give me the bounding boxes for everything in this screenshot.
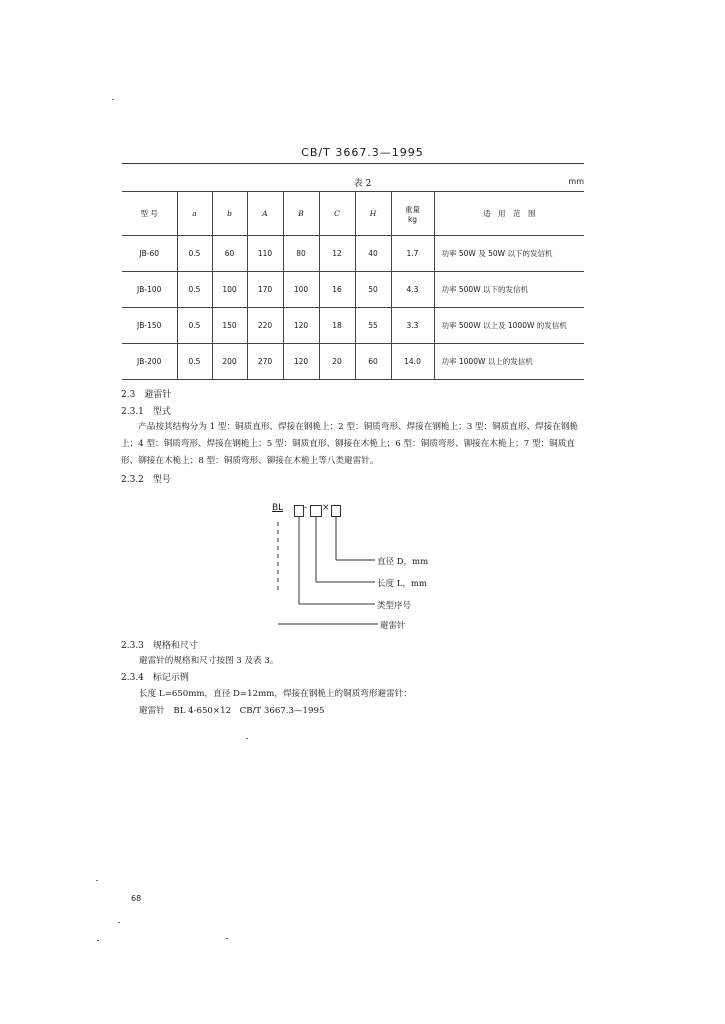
col-b: b [212,192,247,236]
table-row [122,308,584,344]
col-a: a [177,192,212,236]
cell-H: 60 [355,344,391,380]
label-length: 长度 L，mm [377,579,427,589]
cell-application: 功率 500W 以上及 1000W 的发信机 [434,308,584,344]
table-header-row [122,192,584,236]
section-2-3-1-heading: 2.3.1 型式 [121,407,171,417]
section-2-3-4-heading: 2.3.4 标记示例 [121,673,189,683]
col-weight [391,192,434,236]
cell-A: 170 [247,272,283,308]
section-2-3-heading: 2.3 避雷针 [121,390,172,400]
cell-weight: 4.3 [391,272,434,308]
col-weight-label: 重量 [405,204,420,214]
header-rule [122,163,584,164]
col-model: 型 号 [122,192,177,236]
cell-b: 200 [212,344,247,380]
scan-speck [97,940,99,941]
cell-A: 220 [247,308,283,344]
cell-a: 0.5 [177,236,212,272]
cell-C: 20 [319,344,355,380]
cell-C: 18 [319,308,355,344]
cell-application: 功率 500W 以下的发信机 [434,272,584,308]
col-application: 适 用 范 围 [434,192,584,236]
cell-A: 110 [247,236,283,272]
cell-a: 0.5 [177,308,212,344]
page-number: 68 [131,894,142,903]
col-H: H [355,192,391,236]
cell-H: 55 [355,308,391,344]
table-row [122,272,584,308]
scan-speck [96,880,98,881]
scan-speck [246,738,248,739]
model-diagram-lines [260,516,420,632]
standard-code-header: CB/T 3667.3—1995 [301,146,424,159]
spec-table [122,191,584,380]
model-prefix: BL [272,503,284,513]
cell-model: JB-150 [122,308,177,344]
cell-a: 0.5 [177,344,212,380]
section-2-3-3-heading: 2.3.3 规格和尺寸 [121,641,198,651]
cell-B: 120 [283,308,319,344]
cell-a: 0.5 [177,272,212,308]
section-2-3-4-example: 长度 L=650mm，直径 D=12mm，焊接在钢桅上的铜质弯形避雷针： [139,689,412,699]
section-2-3-4-marking: 避雷针 BL 4-650×12 CB/T 3667.3—1995 [139,706,325,716]
cell-H: 50 [355,272,391,308]
cell-weight: 3.3 [391,308,434,344]
cell-model: JB-200 [122,344,177,380]
label-type: 类型序号 [377,601,412,611]
cell-application: 功率 1000W 以上的发信机 [434,344,584,380]
col-C: C [319,192,355,236]
cell-B: 80 [283,236,319,272]
cell-model: JB-60 [122,236,177,272]
cell-weight: 1.7 [391,236,434,272]
label-name: 避雷针 [380,621,406,631]
scan-speck [118,922,120,923]
cell-model: JB-100 [122,272,177,308]
cell-C: 12 [319,236,355,272]
col-weight-unit: kg [407,214,418,224]
model-sep: - [304,503,308,513]
table-unit: mm [568,177,584,186]
section-2-3-3-body: 避雷针的规格和尺寸按图 3 及表 3。 [139,656,279,666]
table-row [122,236,584,272]
col-A: A [247,192,283,236]
label-diameter: 直径 D，mm [377,557,429,567]
cell-B: 120 [283,344,319,380]
cell-b: 100 [212,272,247,308]
cell-b: 60 [212,236,247,272]
cell-B: 100 [283,272,319,308]
model-times: × [322,503,330,513]
table-caption: 表 2 [353,179,372,189]
cell-H: 40 [355,236,391,272]
cell-A: 270 [247,344,283,380]
scan-speck [226,938,228,939]
cell-weight: 14.0 [391,344,434,380]
cell-application: 功率 50W 及 50W 以下的发信机 [434,236,584,272]
table-row [122,344,584,380]
section-2-3-1-body: 产品按其结构分为 1 型：铜质直形、焊接在钢桅上；2 型：铜质弯形、焊接在钢桅上；3 型：铜质直形、焊接在钢桅上；4 型：铜质弯形、焊接在钢桅上；5 型：铜质直形、铆接在木桅上；6 型：铜质弯形、铆接在木桅上；7 型：铜质直形、铆接在木桅上；8 型：铜质弯形、铆接在木桅上等八类避雷针。 [121,422,579,466]
col-B: B [283,192,319,236]
cell-b: 150 [212,308,247,344]
section-2-3-2-heading: 2.3.2 型号 [121,475,171,485]
cell-C: 16 [319,272,355,308]
scan-speck [112,99,114,100]
